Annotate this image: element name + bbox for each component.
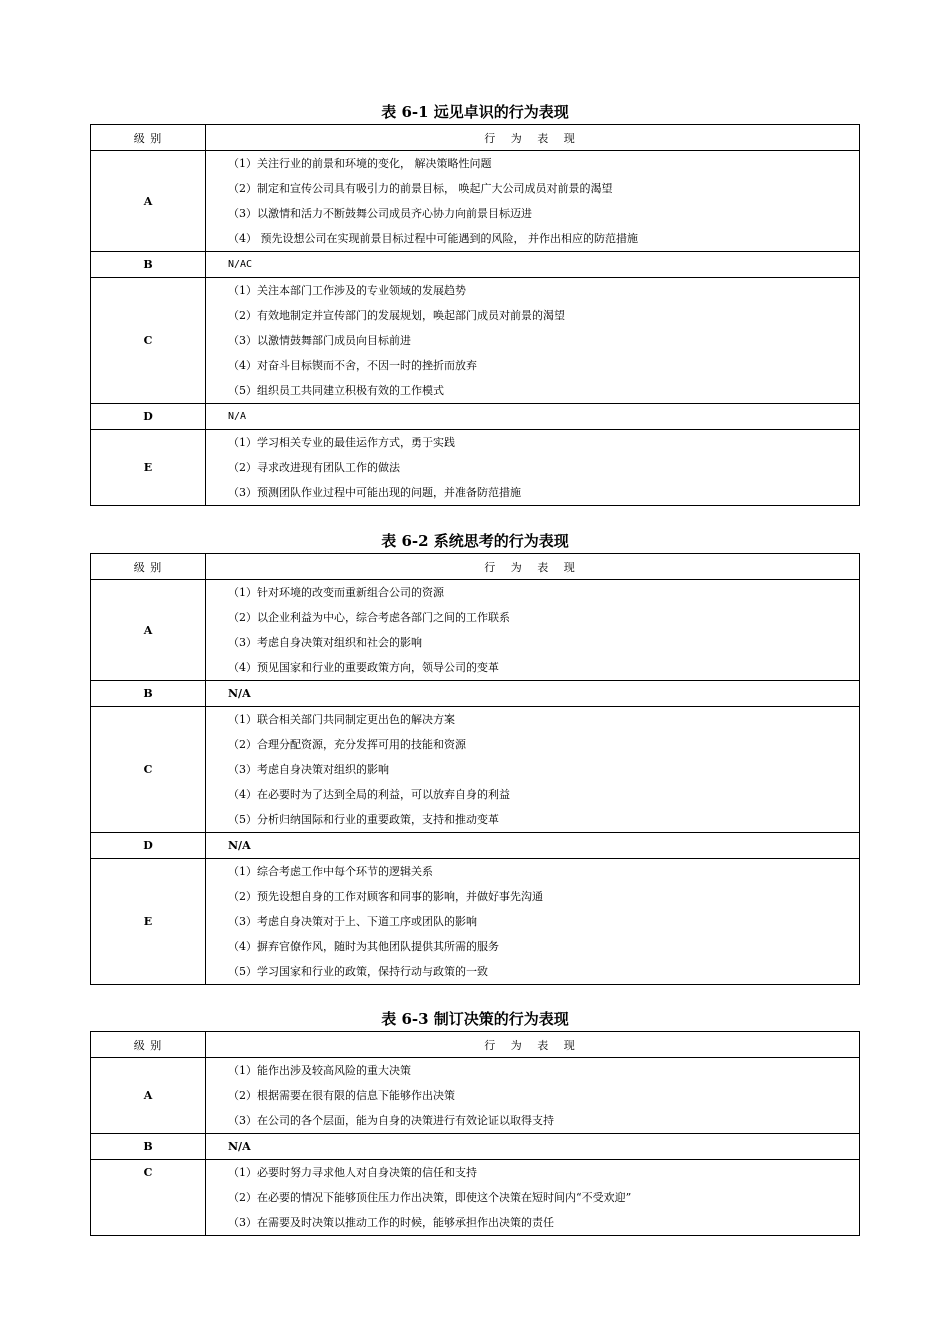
level-cell: C	[91, 1160, 206, 1236]
na-value: N/A	[228, 839, 251, 852]
behavior-item: （3）以激情鼓舞部门成员向目标前进	[228, 334, 411, 347]
behavior-item: （1）关注行业的前景和环境的变化， 解决策略性问题	[228, 157, 492, 170]
table-6-3-block	[90, 1007, 860, 1236]
behavior-item: （4） 预先设想公司在实现前景目标过程中可能遇到的风险， 并作出相应的防范措施	[228, 232, 638, 245]
behavior-item: （1）综合考虑工作中每个环节的逻辑关系	[228, 865, 433, 878]
level-cell: C	[91, 278, 206, 404]
table-title: 表 6-2 系统思考的行为表现	[381, 532, 569, 550]
level-cell: D	[91, 833, 206, 859]
table-row	[91, 252, 860, 278]
behavior-item: （5）组织员工共同建立积极有效的工作模式	[228, 384, 444, 397]
behavior-cell	[206, 1160, 860, 1236]
level-cell: E	[91, 430, 206, 506]
na-value: N/A	[228, 687, 251, 700]
table-row	[91, 681, 860, 707]
table-header-row	[91, 1032, 860, 1058]
table-row	[91, 1160, 860, 1236]
table-row	[91, 404, 860, 430]
behavior-cell	[206, 404, 860, 430]
table-row	[91, 580, 860, 681]
behavior-item: （1）联合相关部门共同制定更出色的解决方案	[228, 713, 455, 726]
behavior-item: （3）考虑自身决策对于上、下道工序或团队的影响	[228, 915, 477, 928]
behavior-item: （4）在必要时为了达到全局的利益，可以放弃自身的利益	[228, 788, 510, 801]
level-cell: B	[91, 252, 206, 278]
table-row	[91, 833, 860, 859]
table-row	[91, 151, 860, 252]
table-row	[91, 707, 860, 833]
behavior-item: （3）在需要及时决策以推动工作的时候，能够承担作出决策的责任	[228, 1216, 554, 1229]
behavior-item: （2）在必要的情况下能够顶住压力作出决策，即使这个决策在短时间内“不受欢迎”	[228, 1191, 632, 1204]
behavior-cell	[206, 278, 860, 404]
level-cell: B	[91, 1134, 206, 1160]
table-6-1-block	[90, 100, 860, 506]
table-row	[91, 1058, 860, 1134]
level-cell: C	[91, 707, 206, 833]
behavior-item: （2）根据需要在很有限的信息下能够作出决策	[228, 1089, 455, 1102]
table-row	[91, 430, 860, 506]
behavior-item: （3）考虑自身决策对组织的影响	[228, 763, 389, 776]
behavior-item: （2）预先设想自身的工作对顾客和同事的影响，并做好事先沟通	[228, 890, 543, 903]
header-behavior: 行 为 表 现	[206, 125, 860, 151]
behavior-cell	[206, 151, 860, 252]
behavior-item: （1）必要时努力寻求他人对自身决策的信任和支持	[228, 1166, 477, 1179]
table-title: 表 6-1 远见卓识的行为表现	[381, 103, 569, 121]
table-row	[91, 1134, 860, 1160]
na-value: N/A	[228, 1140, 251, 1153]
table-header-row	[91, 554, 860, 580]
header-level: 级 别	[91, 125, 206, 151]
behavior-cell	[206, 1058, 860, 1134]
level-cell: A	[91, 151, 206, 252]
level-cell: B	[91, 681, 206, 707]
behavior-table	[90, 1031, 860, 1236]
behavior-table	[90, 124, 860, 506]
table-header-row	[91, 125, 860, 151]
header-behavior: 行 为 表 现	[206, 554, 860, 580]
behavior-item: （3）以激情和活力不断鼓舞公司成员齐心协力向前景目标迈进	[228, 207, 532, 220]
header-behavior: 行 为 表 现	[206, 1032, 860, 1058]
behavior-item: （2）合理分配资源，充分发挥可用的技能和资源	[228, 738, 466, 751]
behavior-item: （1）能作出涉及较高风险的重大决策	[228, 1064, 411, 1077]
behavior-item: （2）以企业利益为中心，综合考虑各部门之间的工作联系	[228, 611, 510, 624]
header-level: 级 别	[91, 1032, 206, 1058]
level-cell: A	[91, 580, 206, 681]
level-cell: E	[91, 859, 206, 985]
behavior-item: （3）在公司的各个层面，能为自身的决策进行有效论证以取得支持	[228, 1114, 554, 1127]
level-cell: D	[91, 404, 206, 430]
header-level: 级 别	[91, 554, 206, 580]
behavior-cell	[206, 833, 860, 859]
behavior-item: （4）对奋斗目标锲而不舍，不因一时的挫折而放弃	[228, 359, 477, 372]
level-cell: A	[91, 1058, 206, 1134]
behavior-item: （2）寻求改进现有团队工作的做法	[228, 461, 400, 474]
behavior-item: （1）针对环境的改变而重新组合公司的资源	[228, 586, 444, 599]
behavior-cell	[206, 681, 860, 707]
behavior-item: （5）学习国家和行业的政策，保持行动与政策的一致	[228, 965, 488, 978]
table-row	[91, 278, 860, 404]
table-title: 表 6-3 制订决策的行为表现	[381, 1010, 569, 1028]
behavior-cell	[206, 1134, 860, 1160]
behavior-item: （1）学习相关专业的最佳运作方式，勇于实践	[228, 436, 455, 449]
behavior-cell	[206, 859, 860, 985]
behavior-item: （2）有效地制定并宣传部门的发展规划，唤起部门成员对前景的渴望	[228, 309, 565, 322]
behavior-item: （2）制定和宣传公司具有吸引力的前景目标， 唤起广大公司成员对前景的渴望	[228, 182, 613, 195]
behavior-item: （4）摒弃官僚作风，随时为其他团队提供其所需的服务	[228, 940, 499, 953]
behavior-item: （3）预测团队作业过程中可能出现的问题，并准备防范措施	[228, 486, 521, 499]
table-6-2-block	[90, 529, 860, 985]
behavior-item: （3）考虑自身决策对组织和社会的影响	[228, 636, 422, 649]
behavior-cell	[206, 252, 860, 278]
behavior-cell	[206, 707, 860, 833]
behavior-item: （5）分析归纳国际和行业的重要政策，支持和推动变革	[228, 813, 499, 826]
na-value: N/A	[228, 411, 247, 422]
behavior-cell	[206, 580, 860, 681]
behavior-item: （4）预见国家和行业的重要政策方向，领导公司的变革	[228, 661, 499, 674]
table-row	[91, 859, 860, 985]
behavior-cell	[206, 430, 860, 506]
na-value: N/AC	[228, 259, 253, 270]
behavior-table	[90, 553, 860, 985]
behavior-item: （1）关注本部门工作涉及的专业领域的发展趋势	[228, 284, 466, 297]
